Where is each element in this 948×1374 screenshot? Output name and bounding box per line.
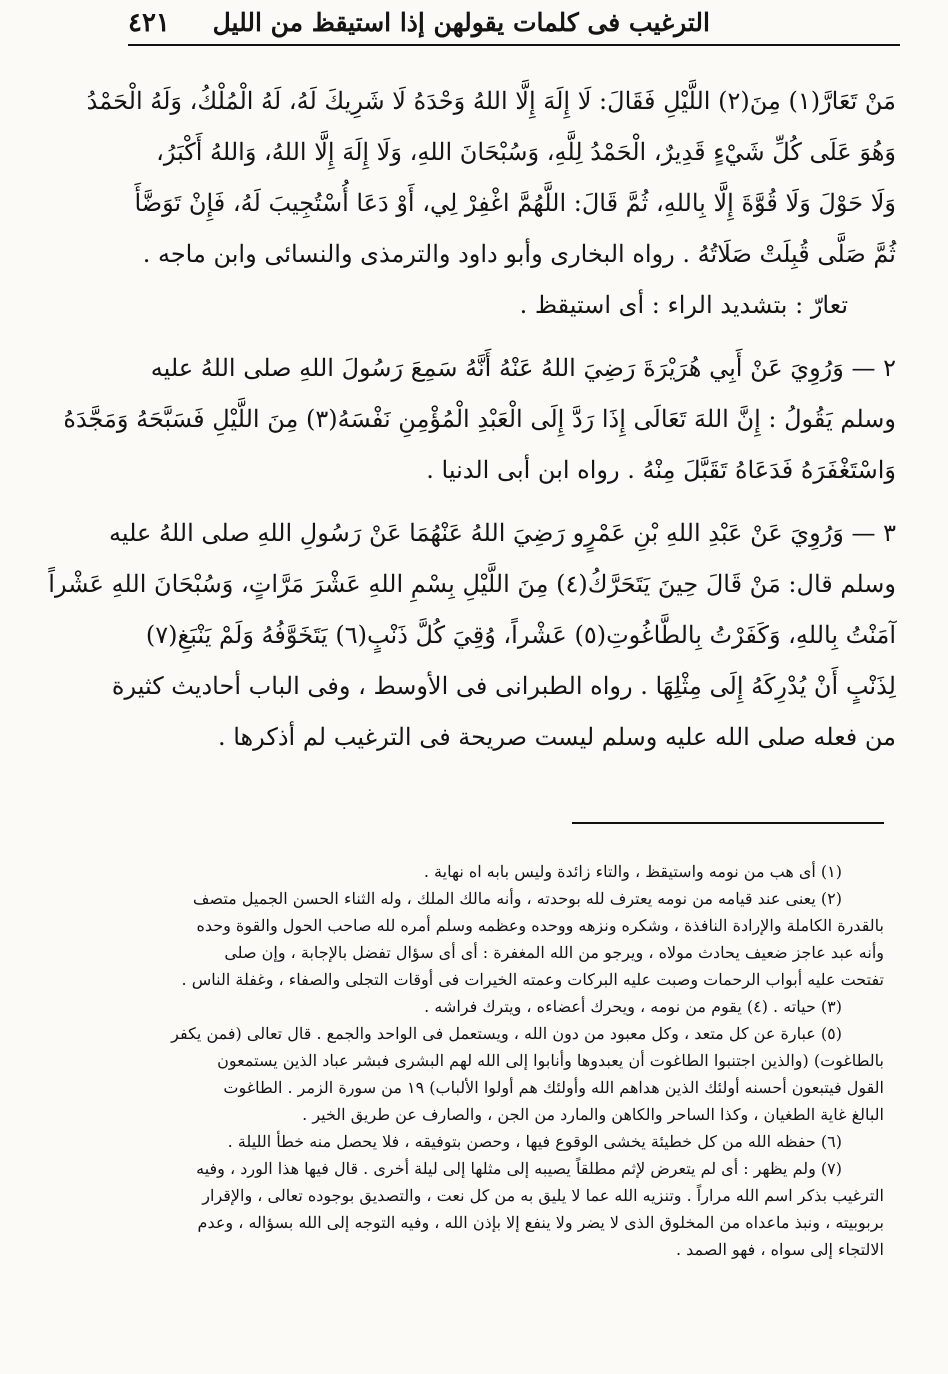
footnotes bbox=[66, 858, 884, 1263]
hadith-1-line-4: ثُمَّ صَلَّى قُبِلَتْ صَلَاتُهُ . رواه البخارى وأبو داود والترمذى والنسائى وابن ماجه . bbox=[142, 240, 896, 268]
header-rule bbox=[128, 44, 900, 46]
footnote-line: (٧) ولم يظهر : أى لم يتعرض لإثم مطلقاً يصيبه إلى مثلها إلى ليلة أخرى . قال فيها هذا الورد ، وفيه bbox=[196, 1159, 842, 1178]
hadith-3-line-3: آمَنْتُ بِاللهِ، وَكَفَرْتُ بِالطَّاغُوتِ(٥) عَشْراً، وُقِيَ كُلَّ ذَنْبٍ(٦) يَتَخَوَّفُهُ وَلَمْ يَنْبَغِ(٧) bbox=[145, 621, 896, 649]
hadith-1-line-1: مَنْ تَعَارَّ(١) مِنَ(٢) اللَّيْلِ فَقَالَ: لَا إِلَهَ إِلَّا اللهُ وَحْدَهُ لَا شَرِيكَ لَهُ، لَهُ الْمُلْكُ، وَلَهُ الْحَمْدُ bbox=[86, 87, 896, 115]
running-title: الترغيب فى كلمات يقولهن إذا استيقظ من الليل bbox=[212, 8, 710, 37]
footnote-line: بالطاغوت) (والذين اجتنبوا الطاغوت أن يعبدوها وأنابوا إلى الله لهم البشرى فبشر عباد الذين يستمعون bbox=[217, 1051, 884, 1070]
page-header bbox=[128, 8, 900, 44]
footnote-rule bbox=[572, 822, 884, 824]
footnote-line: بربوبيته ، ونبذ ماعداه من المخلوق الذى لا يضر ولا ينفع إلا بإذن الله ، وفيه التوجه إلى الله بسؤاله ، وعدم bbox=[197, 1213, 884, 1232]
gloss-line: تعارّ : بتشديد الراء : أى استيقظ . bbox=[519, 291, 848, 319]
hadith-3-line-2: وسلم قال: مَنْ قَالَ حِينَ يَتَحَرَّكُ(٤) مِنَ اللَّيْلِ بِسْمِ اللهِ عَشْرَ مَرَّاتٍ، وَسُبْحَانَ اللهِ عَشْراً bbox=[48, 570, 896, 598]
footnote-line: بالقدرة الكاملة والإرادة النافذة ، وشكره ونزهه ووحده وعظمه وسلم أمره لله صاحب الحول والقوة وحده bbox=[196, 916, 884, 935]
footnote-line: البالغ غاية الطغيان ، وكذا الساحر والكاهن والمارد من الجن ، والصارف عن طريق الخير . bbox=[302, 1105, 884, 1124]
hadith-2-line-3: وَاسْتَغْفَرَهُ فَدَعَاهُ تَقَبَّلَ مِنْهُ . رواه ابن أبى الدنيا . bbox=[426, 456, 896, 484]
footnote-line: (٢) يعنى عند قيامه من نومه يعترف لله بوحدته ، وأنه مالك الملك ، وله الثناء الحسن الجميل متصف bbox=[192, 889, 842, 908]
hadith-3-line-5: من فعله صلى الله عليه وسلم ليست صريحة فى الترغيب لم أذكرها . bbox=[217, 723, 896, 751]
hadith-2-line-2: وسلم يَقُولُ : إِنَّ اللهَ تَعَالَى إِذَا رَدَّ إِلَى الْعَبْدِ الْمُؤْمِنِ نَفْسَهُ(٣) مِنَ اللَّيْلِ فَسَبَّحَهُ وَمَجَّدَهُ bbox=[63, 405, 896, 433]
footnote-line: (٦) حفظه الله من كل خطيئة يخشى الوقوع فيها ، وحصن بتوفيقه ، فلا يحصل منه خطأ الليلة . bbox=[227, 1132, 842, 1151]
footnote-line: تفتحت عليه أبواب الرحمات وصبت عليه البركات وعمته الخيرات فى أوقات التجلى والصفاء ، وغفلة الناس . bbox=[181, 970, 884, 989]
hadith-1-line-2: وَهُوَ عَلَى كُلِّ شَيْءٍ قَدِيرٌ، الْحَمْدُ لِلَّهِ، وَسُبْحَانَ اللهِ، وَلَا إِلَهَ إِلَّا اللهُ، وَاللهُ أَكْبَرُ، bbox=[156, 138, 896, 166]
footnote-line: القول فيتبعون أحسنه أولئك الذين هداهم الله وأولئك هم أولوا الألباب) ١٩ من سورة الزمر . الطاغوت bbox=[223, 1078, 884, 1097]
footnote-line: وأنه عبد عاجز ضعيف يحادث مولاه ، ويرجو من الله المغفرة : أى أى سؤال تفضل بالإجابة ، وإن صلى bbox=[224, 943, 884, 962]
footnote-line: الترغيب بذكر اسم الله مراراً . وتنزيه الله عما لا يليق به من كل نعت ، والتصديق بوجوده تعالى ، والإقرار bbox=[202, 1186, 884, 1205]
hadith-3-line-1: ٣ — وَرُوِيَ عَنْ عَبْدِ اللهِ بْنِ عَمْرٍو رَضِيَ اللهُ عَنْهُمَا عَنْ رَسُولِ اللهِ صلى اللهُ عليه bbox=[108, 519, 896, 547]
hadith-2-line-1: ٢ — وَرُوِيَ عَنْ أَبِي هُرَيْرَةَ رَضِيَ اللهُ عَنْهُ أَنَّهُ سَمِعَ رَسُولَ اللهِ صلى اللهُ عليه bbox=[150, 354, 896, 382]
footnote-line: (١) أى هب من نومه واستيقظ ، والتاء زائدة وليس بابه اه نهاية . bbox=[423, 862, 842, 881]
hadith-3-line-4: لِذَنْبٍ أَنْ يُدْرِكَهُ إِلَى مِثْلِهَا . رواه الطبرانى فى الأوسط ، وفى الباب أحاديث كثيرة bbox=[111, 672, 896, 700]
footnote-line: (٥) عبارة عن كل متعد ، وكل معبود من دون الله ، ويستعمل فى الواحد والجمع . قال تعالى (فمن يكفر bbox=[171, 1024, 842, 1043]
footnote-line: (٣) حياته . (٤) يقوم من نومه ، ويحرك أعضاءه ، ويترك فراشه . bbox=[424, 997, 842, 1016]
page-number: ٤٢١ bbox=[128, 8, 170, 38]
main-text bbox=[48, 76, 896, 763]
hadith-1-line-3: وَلَا حَوْلَ وَلَا قُوَّةَ إِلَّا بِاللهِ، ثُمَّ قَالَ: اللَّهُمَّ اغْفِرْ لِي، أَوْ دَعَا أُسْتُجِيبَ لَهُ، فَإِنْ تَوَضَّأَ bbox=[134, 189, 896, 217]
footnote-line: الالتجاء إلى سواه ، فهو الصمد . bbox=[675, 1240, 884, 1259]
